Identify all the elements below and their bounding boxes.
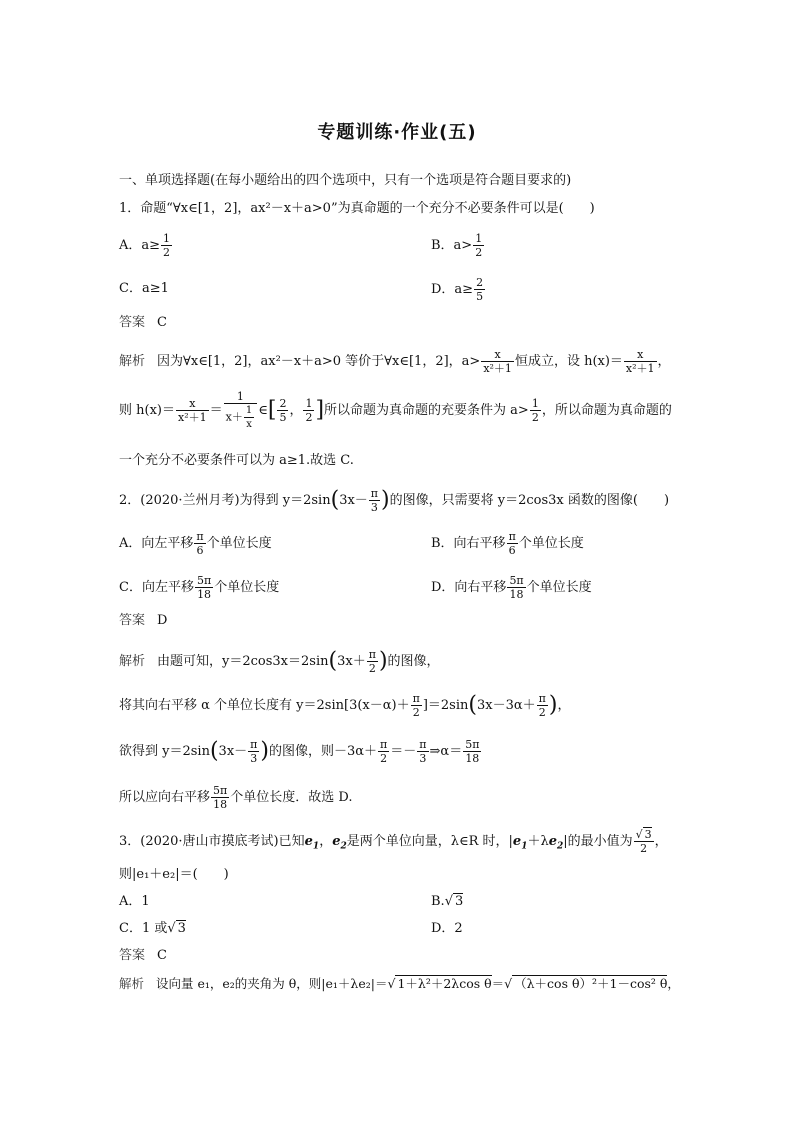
q3-answer: 答案 C bbox=[119, 948, 167, 963]
q1-analysis-line3: 一个充分不必要条件可以为 a≥1.故选 C. bbox=[119, 453, 354, 468]
q1-option-a bbox=[119, 232, 173, 259]
q1-answer bbox=[119, 314, 167, 332]
q1-option-d bbox=[431, 276, 486, 303]
q2-option-b: B．向右平移 $\frac{\pi}{6}$ 个单位长度 bbox=[431, 530, 584, 557]
q2-option-c: C．向左平移 $\frac{5\pi}{18}$ 个单位长度 bbox=[119, 574, 280, 601]
q3-analysis-line1: 解析 设向量 e₁，e₂的夹角为 θ，则|e₁＋λe₂|＝√ 1＋λ²＋2λcos θ＝√ （λ＋cos θ）²＋1－cos² θ， bbox=[119, 976, 680, 991]
q3-option-b: B.√ 3 bbox=[431, 894, 464, 909]
q2-analysis-line3: 欲得到 y＝2sin(3x－ $\frac{\pi}{3}$ )的图像，则－3α＋ $\frac{\pi}{2}$ ＝－ $\frac{\pi}{3}$ ⇒α＝ $\frac{5\pi}{18}$ bbox=[119, 738, 480, 765]
q1-analysis-line2: 则 h(x)＝ $\frac{x}{\text{x²＋1}}$ ＝ 1 x＋ $\frac{1}{x}$ ∈[ $\frac{2}{5}$ ， $\frac{1}{2}$ ]所以命题为真命题的充要条件为 a> $\frac{1}{2}$ ，所以命题为真命题的 bbox=[119, 390, 672, 430]
q1-option-d-frac: $\frac{2}{5}$ bbox=[476, 276, 484, 303]
q2-option-a: A．向左平移 $\frac{\pi}{6}$ 个单位长度 bbox=[119, 530, 272, 557]
page-title: 专题训练·作业(五) bbox=[317, 122, 477, 143]
q3-stem: 3．(2020·唐山市摸底考试)已知$e_1$，$e_2$是两个单位向量，λ∈R 时，$|e_1+\lambda e_2|$的最小值为 $\frac{√ 3}{2}$ ， bbox=[119, 828, 668, 855]
q1-stem: 1．命题“∀x∈[1，2]，ax²－x＋a>0”为真命题的一个充分不必要条件可以是( ) bbox=[119, 201, 595, 216]
q1-option-b-frac: $\frac{1}{2}$ bbox=[475, 232, 483, 259]
q1-option-b-text: B．a> bbox=[431, 238, 473, 253]
q3-stem-line2: 则|e₁＋e₂|＝( ) bbox=[119, 867, 229, 882]
q2-analysis-line2: 将其向右平移 α 个单位长度有 y＝2sin[3(x－α)＋ $\frac{\pi}{2}$ ]＝2sin(3x－3α＋ $\frac{\pi}{2}$ )， bbox=[119, 692, 571, 719]
q2-option-d: D．向右平移 $\frac{5\pi}{18}$ 个单位长度 bbox=[431, 574, 592, 601]
analysis-label: 解析 bbox=[119, 354, 146, 369]
q2-answer: 答案 D bbox=[119, 613, 168, 628]
section-heading: 一、单项选择题(在每小题给出的四个选项中，只有一个选项是符合题目要求的) bbox=[119, 173, 572, 188]
answer-label: 答案 bbox=[119, 315, 146, 330]
q3-option-a: A．1 bbox=[119, 894, 150, 909]
q1-option-d-text: D．a≥ bbox=[431, 282, 474, 297]
q1-option-c: C．a≥1 bbox=[119, 281, 169, 296]
q3-option-c: C．1 或√ 3 bbox=[119, 921, 186, 936]
q3-option-d: D．2 bbox=[431, 921, 463, 936]
q2-analysis-line1: 解析 由题可知，y＝2cos3x＝2sin(3x＋ $\frac{\pi}{2}$ )的图像， bbox=[119, 648, 440, 675]
q1-option-b bbox=[431, 232, 485, 259]
q1-analysis-line1: 解析 因为∀x∈[1，2]，ax²－x＋a>0 等价于∀x∈[1，2]，a> $\frac{x}{\text{x²＋1}}$ 恒成立，设 h(x)＝ $\frac{x}{\text{x²＋1}}$ ， bbox=[119, 348, 671, 375]
q1-option-a-text: A．a≥ bbox=[119, 238, 161, 253]
q2-analysis-line4: 所以应向右平移 $\frac{5\pi}{18}$ 个单位长度．故选 D. bbox=[119, 784, 353, 811]
q1-option-a-frac: $\frac{1}{2}$ bbox=[163, 232, 171, 259]
q2-stem: 2．(2020·兰州月考)为得到 y＝2sin(3x－ $\frac{\pi}{3}$ )的图像，只需要将 y＝2cos3x 函数的图像( ) bbox=[119, 487, 670, 514]
answer-value: C bbox=[157, 315, 167, 330]
